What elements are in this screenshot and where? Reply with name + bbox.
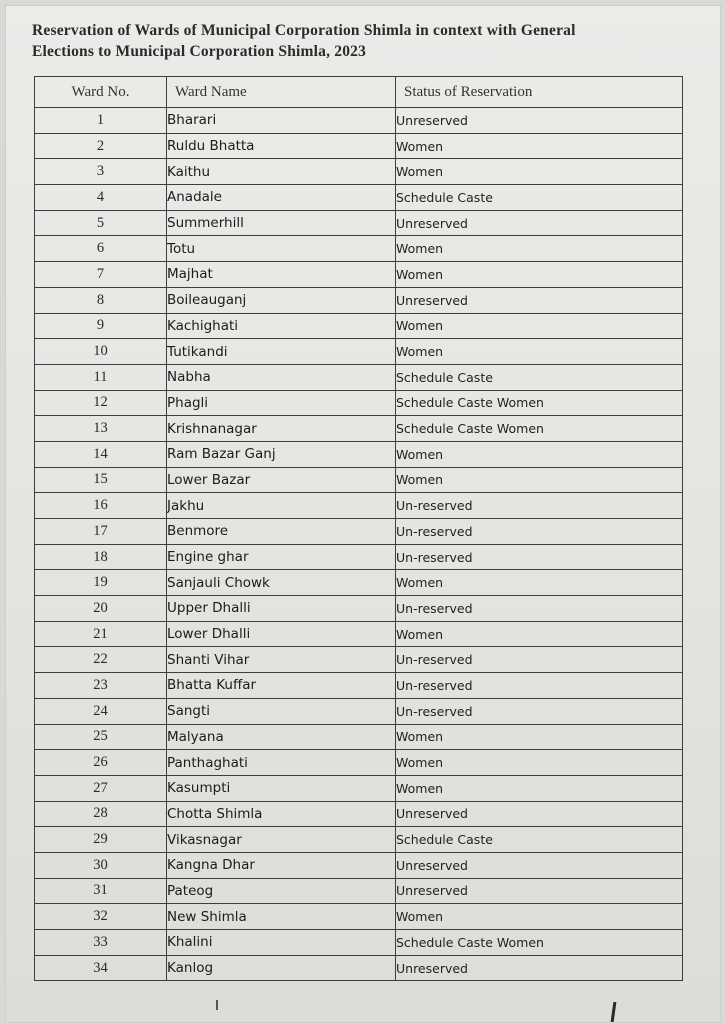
table-row — [35, 570, 683, 596]
ward-number-cell: 20 — [35, 596, 167, 622]
ward-number-cell: 31 — [35, 878, 167, 904]
header-ward-name: Ward Name — [167, 77, 396, 108]
ward-name-cell: Panthaghati — [167, 750, 396, 776]
table-row — [35, 930, 683, 956]
reservation-status-cell: Schedule Caste — [396, 364, 683, 390]
table-row — [35, 775, 683, 801]
reservation-status-cell: Women — [396, 750, 683, 776]
ward-name-cell: Shanti Vihar — [167, 647, 396, 673]
ward-number-cell: 16 — [35, 493, 167, 519]
reservation-status-cell: Women — [396, 570, 683, 596]
ward-number-cell: 10 — [35, 339, 167, 365]
ward-name-cell: Jakhu — [167, 493, 396, 519]
ward-number-cell: 17 — [35, 519, 167, 545]
table-row — [35, 724, 683, 750]
ward-number-cell: 24 — [35, 698, 167, 724]
ward-name-cell: Lower Bazar — [167, 467, 396, 493]
ward-name-cell: Lower Dhalli — [167, 621, 396, 647]
table-row — [35, 493, 683, 519]
ward-number-cell: 15 — [35, 467, 167, 493]
table-row — [35, 159, 683, 185]
ward-name-cell: Nabha — [167, 364, 396, 390]
ward-number-cell: 9 — [35, 313, 167, 339]
reservation-status-cell: Unreserved — [396, 852, 683, 878]
table-row — [35, 313, 683, 339]
table-header-row — [35, 77, 683, 108]
reservation-status-cell: Schedule Caste — [396, 827, 683, 853]
table-row — [35, 647, 683, 673]
reservation-status-cell: Women — [396, 724, 683, 750]
reservation-status-cell: Women — [396, 313, 683, 339]
ward-number-cell: 34 — [35, 955, 167, 981]
ward-number-cell: 1 — [35, 108, 167, 134]
reservation-status-cell: Women — [396, 621, 683, 647]
reservation-status-cell: Un-reserved — [396, 493, 683, 519]
table-row — [35, 801, 683, 827]
table-row — [35, 287, 683, 313]
ward-name-cell: Krishnanagar — [167, 416, 396, 442]
ward-name-cell: Malyana — [167, 724, 396, 750]
ward-number-cell: 6 — [35, 236, 167, 262]
ward-name-cell: Kaithu — [167, 159, 396, 185]
ward-number-cell: 21 — [35, 621, 167, 647]
reservation-status-cell: Un-reserved — [396, 596, 683, 622]
reservation-status-cell: Women — [396, 339, 683, 365]
reservation-status-cell: Women — [396, 133, 683, 159]
ward-number-cell: 3 — [35, 159, 167, 185]
table-row — [35, 519, 683, 545]
reservation-status-cell: Women — [396, 467, 683, 493]
table-row — [35, 904, 683, 930]
reservation-status-cell: Un-reserved — [396, 673, 683, 699]
reservation-status-cell: Schedule Caste — [396, 185, 683, 211]
ward-number-cell: 27 — [35, 775, 167, 801]
reservation-status-cell: Women — [396, 775, 683, 801]
ward-name-cell: Kachighati — [167, 313, 396, 339]
ward-name-cell: Summerhill — [167, 210, 396, 236]
header-ward-no: Ward No. — [35, 77, 167, 108]
reservation-status-cell: Schedule Caste Women — [396, 390, 683, 416]
table-row — [35, 364, 683, 390]
reservation-status-cell: Women — [396, 236, 683, 262]
table-row — [35, 878, 683, 904]
table-row — [35, 236, 683, 262]
header-status: Status of Reservation — [396, 77, 683, 108]
ward-name-cell: Totu — [167, 236, 396, 262]
ward-name-cell: New Shimla — [167, 904, 396, 930]
ward-number-cell: 11 — [35, 364, 167, 390]
table-row — [35, 673, 683, 699]
ward-number-cell: 13 — [35, 416, 167, 442]
document-page — [6, 6, 720, 1022]
ward-name-cell: Tutikandi — [167, 339, 396, 365]
ward-number-cell: 19 — [35, 570, 167, 596]
reservation-status-cell: Unreserved — [396, 287, 683, 313]
title-line-1: Reservation of Wards of Municipal Corporation Shimla in context with General — [32, 22, 576, 39]
ward-name-cell: Sangti — [167, 698, 396, 724]
reservation-status-cell: Unreserved — [396, 108, 683, 134]
table-row — [35, 750, 683, 776]
ward-number-cell: 33 — [35, 930, 167, 956]
table-row — [35, 621, 683, 647]
reservation-status-cell: Women — [396, 262, 683, 288]
ward-number-cell: 18 — [35, 544, 167, 570]
pen-mark — [216, 1000, 218, 1010]
table-body — [35, 108, 683, 981]
table-row — [35, 544, 683, 570]
pen-mark — [611, 1002, 617, 1022]
table-row — [35, 441, 683, 467]
title-line-2: Elections to Municipal Corporation Shimla, 2023 — [32, 43, 367, 60]
ward-number-cell: 12 — [35, 390, 167, 416]
reservation-status-cell: Schedule Caste Women — [396, 416, 683, 442]
table-row — [35, 210, 683, 236]
ward-number-cell: 4 — [35, 185, 167, 211]
reservation-status-cell: Women — [396, 441, 683, 467]
ward-number-cell: 32 — [35, 904, 167, 930]
ward-name-cell: Boileauganj — [167, 287, 396, 313]
ward-name-cell: Benmore — [167, 519, 396, 545]
table-row — [35, 852, 683, 878]
reservation-status-cell: Women — [396, 159, 683, 185]
ward-reservation-table — [34, 76, 683, 981]
ward-name-cell: Sanjauli Chowk — [167, 570, 396, 596]
table-row — [35, 262, 683, 288]
document-title — [32, 20, 692, 62]
reservation-status-cell: Un-reserved — [396, 544, 683, 570]
ward-number-cell: 23 — [35, 673, 167, 699]
ward-number-cell: 26 — [35, 750, 167, 776]
table-row — [35, 108, 683, 134]
ward-number-cell: 2 — [35, 133, 167, 159]
ward-name-cell: Upper Dhalli — [167, 596, 396, 622]
ward-name-cell: Anadale — [167, 185, 396, 211]
ward-number-cell: 28 — [35, 801, 167, 827]
table-row — [35, 596, 683, 622]
reservation-status-cell: Unreserved — [396, 878, 683, 904]
ward-number-cell: 5 — [35, 210, 167, 236]
table-row — [35, 698, 683, 724]
ward-number-cell: 8 — [35, 287, 167, 313]
reservation-status-cell: Un-reserved — [396, 519, 683, 545]
reservation-status-cell: Unreserved — [396, 801, 683, 827]
ward-name-cell: Bharari — [167, 108, 396, 134]
table-row — [35, 339, 683, 365]
ward-number-cell: 22 — [35, 647, 167, 673]
reservation-status-cell: Unreserved — [396, 955, 683, 981]
reservation-status-cell: Un-reserved — [396, 647, 683, 673]
ward-number-cell: 7 — [35, 262, 167, 288]
ward-name-cell: Ram Bazar Ganj — [167, 441, 396, 467]
table-row — [35, 467, 683, 493]
ward-name-cell: Khalini — [167, 930, 396, 956]
ward-name-cell: Phagli — [167, 390, 396, 416]
ward-name-cell: Kangna Dhar — [167, 852, 396, 878]
table-row — [35, 133, 683, 159]
ward-name-cell: Majhat — [167, 262, 396, 288]
ward-number-cell: 14 — [35, 441, 167, 467]
ward-name-cell: Chotta Shimla — [167, 801, 396, 827]
ward-name-cell: Pateog — [167, 878, 396, 904]
ward-name-cell: Ruldu Bhatta — [167, 133, 396, 159]
ward-number-cell: 29 — [35, 827, 167, 853]
table-row — [35, 416, 683, 442]
table-row — [35, 390, 683, 416]
table-row — [35, 955, 683, 981]
ward-name-cell: Kanlog — [167, 955, 396, 981]
reservation-status-cell: Un-reserved — [396, 698, 683, 724]
ward-number-cell: 25 — [35, 724, 167, 750]
ward-number-cell: 30 — [35, 852, 167, 878]
reservation-status-cell: Unreserved — [396, 210, 683, 236]
ward-name-cell: Bhatta Kuffar — [167, 673, 396, 699]
reservation-status-cell: Schedule Caste Women — [396, 930, 683, 956]
ward-name-cell: Vikasnagar — [167, 827, 396, 853]
ward-name-cell: Kasumpti — [167, 775, 396, 801]
ward-name-cell: Engine ghar — [167, 544, 396, 570]
table-row — [35, 827, 683, 853]
table-row — [35, 185, 683, 211]
reservation-status-cell: Women — [396, 904, 683, 930]
